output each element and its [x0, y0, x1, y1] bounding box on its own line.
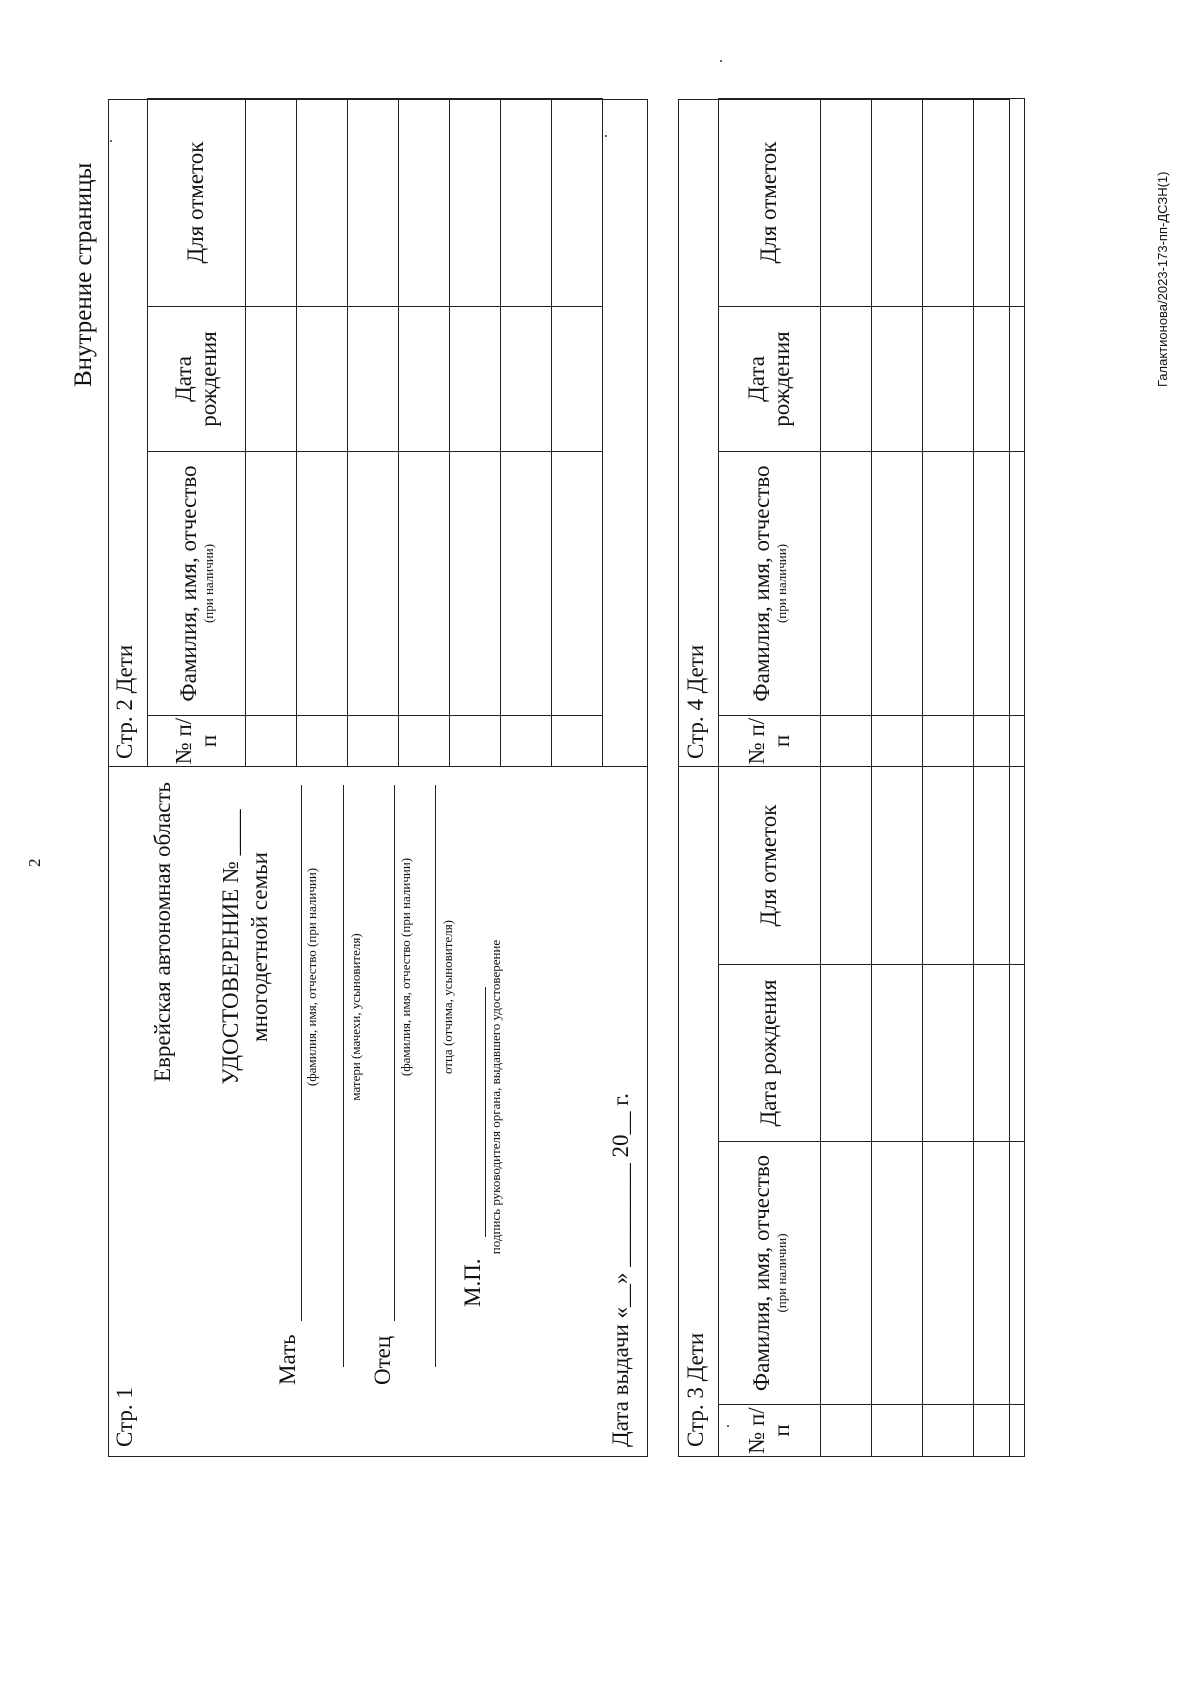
mother-name-line — [301, 785, 302, 1321]
signature-line — [485, 987, 486, 1237]
footer-code: Галактионова/2023-173-пп-ДСЗН(1) — [1155, 171, 1170, 387]
mother-label: Мать — [275, 1334, 300, 1385]
mother-hint: (фамилия, имя, отчество (при наличии) — [304, 867, 319, 1087]
col-birth-header: Дата рождения — [148, 307, 246, 452]
father-name-line — [394, 785, 395, 1321]
page2-children-table — [147, 98, 603, 767]
signature-hint: подпись руководителя органа, выдавшего удостоверение — [488, 939, 503, 1255]
col-birth-header: Дата рождения — [719, 965, 821, 1142]
stamp-label: М.П. — [460, 1258, 485, 1307]
col-name-header: Фамилия, имя, отчество (при наличии) — [719, 1142, 821, 1405]
issue-date-label: Дата выдачи «__» _________ 20__ г. — [608, 1093, 633, 1447]
page1-label: Стр. 1 — [112, 1387, 137, 1447]
page4-children-table — [718, 98, 1025, 767]
col-num-header: № п/п — [719, 716, 821, 767]
table-row — [450, 99, 501, 767]
table-row — [821, 767, 872, 1457]
col-notes-header: Для отметок — [719, 767, 821, 965]
col-name-header: Фамилия, имя, отчество (при наличии) — [148, 452, 246, 716]
col-name-header: Фамилия, имя, отчество (при наличии) — [719, 452, 821, 716]
table-row — [872, 99, 923, 767]
mother-hint-2: матери (мачехи, усыновителя) — [348, 933, 363, 1101]
col-birth-header: Дата рождения — [719, 307, 821, 452]
page-number: 2 — [25, 858, 44, 867]
table-row — [821, 99, 872, 767]
table-row — [501, 99, 552, 767]
table-row — [974, 99, 1025, 767]
table-row — [923, 767, 974, 1457]
certificate-title: УДОСТОВЕРЕНИЕ № ____ — [218, 809, 243, 1085]
page3-label: Стр. 3 Дети — [683, 1332, 708, 1447]
inner-pages-title: Внутрение страницы — [70, 162, 97, 387]
table-row — [923, 99, 974, 767]
certificate-subtitle: многодетной семьи — [247, 852, 272, 1042]
page4-label: Стр. 4 Дети — [683, 644, 708, 759]
col-num-header: № п/п — [719, 1405, 821, 1457]
table-row — [297, 99, 348, 767]
father-hint: (фамилия, имя, отчество (при наличии) — [398, 857, 413, 1077]
col-num-header: № п/п — [148, 716, 246, 767]
speck — [720, 60, 722, 62]
table-row — [246, 99, 297, 767]
father-name-line-2 — [435, 785, 436, 1367]
table-row — [399, 99, 450, 767]
table-row — [552, 99, 603, 767]
father-hint-2: отца (отчима, усыновителя) — [440, 919, 455, 1075]
father-label: Отец — [370, 1335, 395, 1385]
table-row — [348, 99, 399, 767]
col-notes-header: Для отметок — [719, 99, 821, 307]
page3-children-table — [718, 766, 1025, 1457]
mother-name-line-2 — [343, 785, 344, 1367]
table-row — [872, 767, 923, 1457]
col-notes-header: Для отметок — [148, 99, 246, 307]
page2-label: Стр. 2 Дети — [112, 644, 137, 759]
table-row — [974, 767, 1025, 1457]
region-name: Еврейская автономная область — [150, 781, 175, 1083]
